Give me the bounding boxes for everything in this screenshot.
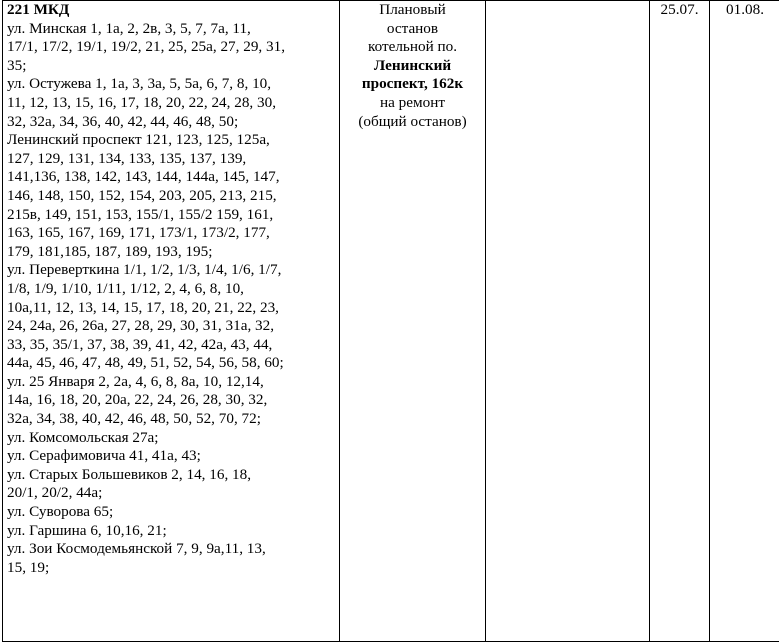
start-date-cell	[650, 1, 710, 642]
address-line: ул. Комсомольская 27а;	[7, 428, 159, 446]
address-line: 141,136, 138, 142, 143, 144, 144а, 145, 147,	[7, 168, 280, 186]
address-line: 17/1, 17/2, 19/1, 19/2, 21, 25, 25а, 27, 29, 31,	[7, 38, 286, 56]
reason-line: (общий останов)	[358, 112, 467, 130]
address-line: 10а,11, 12, 13, 14, 15, 17, 18, 20, 21, 22, 23,	[7, 298, 279, 316]
address-line: 163, 165, 167, 169, 171, 173/1, 173/2, 177,	[7, 224, 270, 242]
table-row	[3, 1, 779, 642]
reason-line: останов	[386, 19, 439, 37]
address-line: ул. Минская 1, 1а, 2, 2в, 3, 5, 7, 7а, 11,	[7, 19, 251, 37]
address-cell	[3, 1, 340, 642]
address-line: ул. Переверткина 1/1, 1/2, 1/3, 1/4, 1/6, 1/7,	[7, 261, 282, 279]
address-line: 11, 12, 13, 15, 16, 17, 18, 20, 22, 24, 28, 30,	[7, 93, 277, 111]
reason-line: Плановый	[379, 1, 446, 18]
address-line: 14а, 16, 18, 20, 20а, 22, 24, 26, 28, 30, 32,	[7, 391, 268, 409]
end-date-cell	[710, 1, 779, 642]
address-line: ул. Остужева 1, 1а, 3, 3а, 5, 5а, 6, 7, 8, 10,	[7, 75, 272, 93]
end-date: 01.08.	[726, 1, 764, 18]
address-line: 44а, 45, 46, 47, 48, 49, 51, 52, 54, 56, 58, 60;	[7, 354, 284, 372]
address-line: ул. Старых Большевиков 2, 14, 16, 18,	[7, 465, 252, 483]
reason-cell	[340, 1, 486, 642]
address-line: ул. Серафимовича 41, 41а, 43;	[7, 447, 201, 465]
address-line: ул. 25 Января 2, 2а, 4, 6, 8, 8а, 10, 12,14,	[7, 372, 264, 390]
reason-line: на ремонт	[380, 93, 445, 111]
address-line: 179, 181,185, 187, 189, 193, 195;	[7, 242, 213, 260]
boiler-address: проспект, 162к	[361, 75, 464, 93]
address-line: ул. Гаршина 6, 10,16, 21;	[7, 521, 167, 539]
boiler-address: Ленинский	[373, 56, 452, 74]
address-line: 20/1, 20/2, 44а;	[7, 484, 103, 502]
address-line: 1/8, 1/9, 1/10, 1/11, 1/12, 2, 4, 6, 8, 10,	[7, 279, 244, 297]
address-line: ул. Суворова 65;	[7, 503, 114, 521]
address-line: 33, 35, 35/1, 37, 38, 39, 41, 42, 42а, 43, 44,	[7, 335, 273, 353]
address-line: Ленинский проспект 121, 123, 125, 125а,	[7, 131, 270, 149]
address-line: 35;	[7, 56, 27, 74]
address-line: ул. Зои Космодемьянской 7, 9, 9а,11, 13,	[7, 540, 266, 558]
address-line: 146, 148, 150, 152, 154, 203, 205, 213, 215,	[7, 186, 277, 204]
address-line: 127, 129, 131, 134, 133, 135, 137, 139,	[7, 149, 247, 167]
address-line: 15, 19;	[7, 558, 50, 576]
building-count: 221 МКД	[7, 1, 70, 18]
address-line: 32а, 34, 38, 40, 42, 46, 48, 50, 52, 70, 72;	[7, 410, 261, 428]
address-line: 215в, 149, 151, 153, 155/1, 155/2 159, 161,	[7, 205, 274, 223]
empty-cell	[486, 1, 650, 642]
outage-schedule-table	[2, 0, 779, 642]
address-line: 32, 32а, 34, 36, 40, 42, 44, 46, 48, 50;	[7, 112, 239, 130]
address-line: 24, 24а, 26, 26а, 27, 28, 29, 30, 31, 31а, 32,	[7, 317, 275, 335]
start-date: 25.07.	[660, 1, 699, 18]
reason-line: котельной по.	[367, 38, 458, 56]
